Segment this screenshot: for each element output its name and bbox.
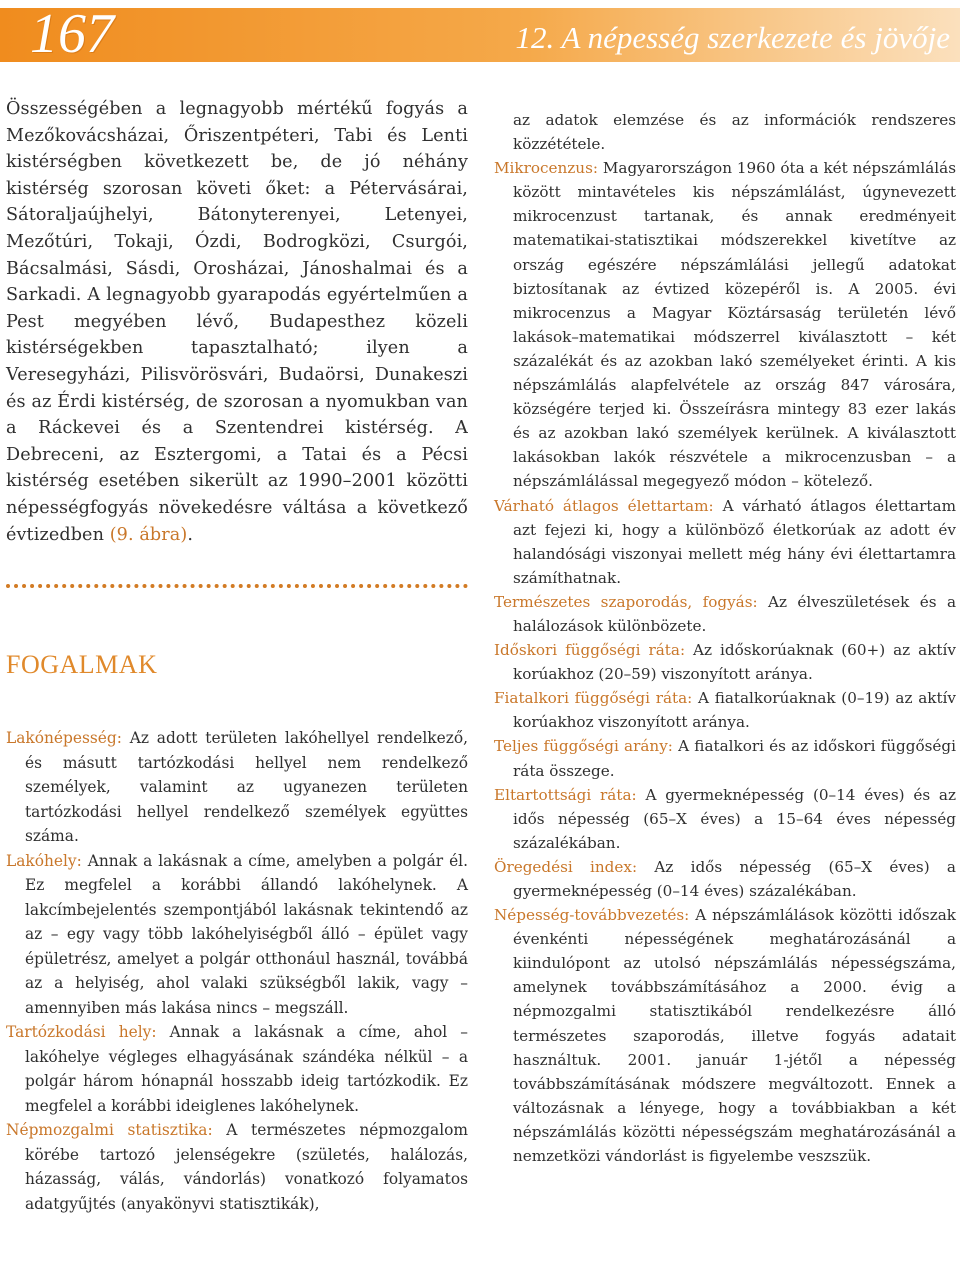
glossary-left bbox=[6, 726, 468, 1216]
glossary-term bbox=[494, 855, 956, 903]
term-name: Tartózkodási hely: bbox=[6, 1023, 157, 1042]
intro-text: Összességében a legnagyobb mértékű fogyás a Mezőkovácsházai, Őriszentpéteri, Tabi és Lenti kistérségben következett be, de jó néhány kistérség szorosan követi őket: a Pétervásárai, Sátoraljaújhelyi, Bátonyterenyei, Letenyei, Mezőtúri, Tokaji, Ózdi, Bodrogközi, Csurgói, Bácsalmási, Sásdi, Orosházai, Jánoshalmai és a Sarkadi. A legnagyobb gyarapodás egyértelműen a Pest megyében lévő, Budapesthez közeli kistérségekben tapasztalható; ilyen a Veresegyházi, Pilisvörösvári, Budaörsi, Dunakeszi és az Érdi kistérség, de szorosan a nyomukban van a Ráckevei és a Szentendrei kistérség. A Debreceni, az Esztergomi, a Tatai és a Pécsi kistérség esetében sikerült az 1990–2001 közötti népességfogyás növekedésre váltása a következő évtizedben bbox=[6, 99, 468, 545]
term-definition: Annak a lakásnak a címe, ahol – lakóhelye végleges elhagyásának szándéka nélkül – a polgár három hónapnál hosszabb ideig tartózkodik. Ez megfelel a korábbi ideiglenes lakóhelynek. bbox=[25, 1023, 468, 1115]
term-definition: Az adott területen lakóhellyel rendelkező, és másutt tartózkodási hellyel nem rendelkező személyek, valamint az ugyanezen területen tartózkodási hellyel rendelkező személyek együttes száma. bbox=[25, 729, 468, 846]
glossary-term bbox=[494, 903, 956, 1168]
figure-reference-link[interactable]: (9. ábra) bbox=[109, 524, 188, 545]
glossary-term bbox=[6, 1020, 468, 1118]
term-definition: A várható átlagos élettartam azt fejezi ki, hogy a különböző életkorúak az adott év halandósági viszonyai mellett még hány évi élettartamra számíthatnak. bbox=[513, 496, 956, 587]
term-definition: A gyermeknépesség (0–14 éves) és az idős népesség (65–X éves) a 15–64 éves népesség százalékában. bbox=[513, 785, 956, 852]
glossary-term bbox=[494, 590, 956, 638]
term-name: Eltartottsági ráta: bbox=[494, 785, 637, 804]
term-definition: A természetes népmozgalom körébe tartozó jelenségekre (születés, halálozás, házasság, válás, vándorlás) vonatkozó folyamatos adatgyűjtés (anyakönyvi statisztikák), bbox=[25, 1121, 468, 1213]
term-name: Népesség-továbbvezetés: bbox=[494, 906, 690, 925]
term-name: Lakóhely: bbox=[6, 851, 82, 870]
term-name: Mikrocenzus: bbox=[494, 159, 598, 178]
glossary-term bbox=[494, 686, 956, 734]
intro-paragraph bbox=[6, 96, 468, 548]
term-definition: Az élveszületések és a halálozások különbözete. bbox=[513, 592, 957, 635]
page-header bbox=[0, 0, 960, 80]
intro-end: . bbox=[187, 524, 194, 545]
glossary-term bbox=[494, 494, 956, 590]
term-name: Időskori függőségi ráta: bbox=[494, 641, 686, 660]
glossary-term bbox=[6, 1118, 468, 1216]
section-heading: FOGALMAK bbox=[6, 650, 158, 680]
term-name: Természetes szaporodás, fogyás: bbox=[494, 592, 758, 611]
term-definition: Az idős népesség (65–X éves) a gyermeknépesség (0–14 éves) százalékában. bbox=[513, 857, 956, 900]
term-name: Teljes függőségi arány: bbox=[494, 737, 673, 756]
term-definition: Annak a lakásnak a címe, amelyben a polgár él. Ez megfelel a korábbi állandó lakóhelynek. A lakcímbejelentés szempontjából lakásnak tekintendő az az – egy vagy több lakóhelyiségből álló – épület vagy épületrész, amelyet a polgár otthonául használ, továbbá az a helyiség, ahol valaki szükségből lakik, vagy – amennyiben más lakása nincs – megszáll. bbox=[25, 851, 468, 1017]
glossary-term bbox=[494, 638, 956, 686]
page-number: 167 bbox=[30, 3, 114, 65]
term-definition: A népszámlálások közötti időszak évenkénti népességének meghatározásánál a kiindulópont az utolsó népszámlálás népességszáma, amelynek továbbszámításához a 2000. évig a népmozgalmi statisztikából rendelkezésre álló természetes szaporodás, illetve fogyás adatait használtuk. 2001. január 1-jétől a népesség továbbszámításának módszere megváltozott. Ennek a változásnak a lényege, hogy a továbbiakban a két népszámlálás közötti népességszám meghatározásánál a nemzetközi vándorlást is figyelembe veszszük. bbox=[513, 906, 956, 1166]
term-definition: Magyarországon 1960 óta a két népszámlálás között mintavételes kis népszámlálást, úgynevezett mikrocenzust tartanak, és annak eredményeit matematikai-statisztikai módszerekkel kivetítve az ország egészére népszámlálási jellegű adatokat biztosítanak az évtized közepéről is. A 2005. évi mikrocenzus a Magyar Köztársaság területén lévő lakások–matematikai módszerrel kiválasztott – két százalékát és az azokban lakó személyeket érinti. A kis népszámlálás alapfelvétele az ország 847 városára, községére terjed ki. Összeírásra mintegy 83 ezer lakás és az azokban lakó személyek kerülnek. A kiválasztott lakásokban lakók részvétele a mikrocenzusban – a népszámlálással megegyező módon – kötelező. bbox=[513, 159, 956, 491]
term-name: Népmozgalmi statisztika: bbox=[6, 1121, 213, 1140]
term-name: Várható átlagos élettartam: bbox=[494, 496, 714, 515]
glossary-continuation: az adatok elemzése és az információk rendszeres közzététele. bbox=[513, 111, 956, 154]
right-column bbox=[494, 108, 956, 1168]
term-name: Fiatalkori függőségi ráta: bbox=[494, 689, 693, 708]
glossary-term bbox=[494, 783, 956, 855]
glossary-term bbox=[6, 849, 468, 1021]
term-definition: Az időskorúaknak (60+) az aktív korúakhoz (20–59) viszonyított aránya. bbox=[513, 641, 956, 684]
glossary-term bbox=[6, 726, 468, 849]
glossary-term bbox=[494, 156, 956, 493]
term-definition: A fiatalkorúaknak (0–19) az aktív korúakhoz viszonyított aránya. bbox=[513, 689, 956, 732]
term-definition: A fiatalkori és az időskori függőségi ráta összege. bbox=[513, 737, 956, 780]
chapter-title: 12. A népesség szerkezete és jövője bbox=[515, 20, 950, 55]
glossary-term bbox=[494, 734, 956, 782]
left-column bbox=[6, 96, 468, 1216]
section-divider bbox=[6, 584, 468, 588]
term-name: Lakónépesség: bbox=[6, 729, 122, 748]
term-name: Öregedési index: bbox=[494, 857, 638, 876]
